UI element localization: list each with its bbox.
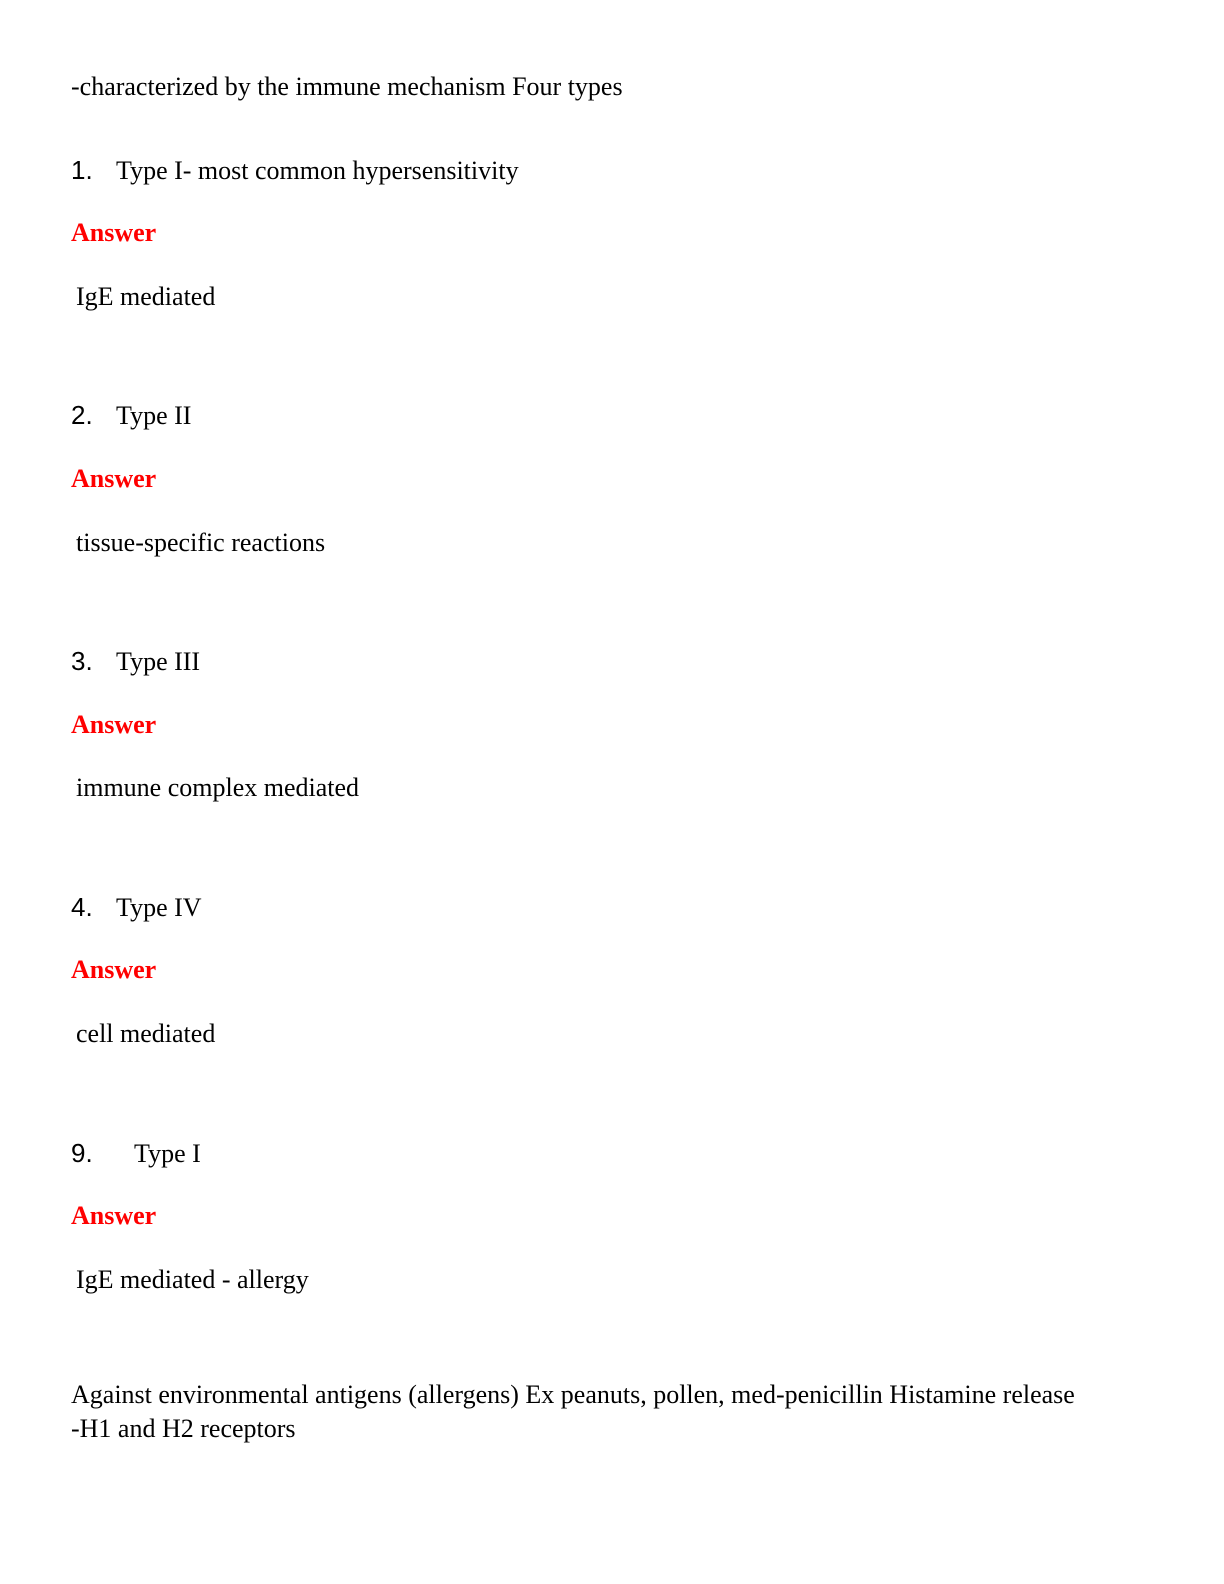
- answer-text: immune complex mediated: [76, 773, 360, 802]
- note-paragraph: [71, 1378, 1151, 1446]
- note-line-1: Against environmental antigens (allergens) Ex peanuts, pollen, med-penicillin Histamine release: [71, 1380, 1075, 1409]
- answer-label: Answer: [71, 710, 157, 739]
- question-number: 4.: [71, 892, 93, 922]
- question-number: 2.: [71, 400, 93, 430]
- question-text: Type I: [134, 1139, 201, 1168]
- question-text: Type I- most common hypersensitivity: [116, 156, 519, 185]
- question-number: 1.: [71, 155, 93, 185]
- question-text: Type IV: [116, 893, 202, 922]
- answer-text: cell mediated: [76, 1019, 216, 1048]
- answer-text: tissue-specific reactions: [76, 528, 326, 557]
- question-4: [71, 892, 202, 923]
- answer-text: IgE mediated - allergy: [76, 1265, 309, 1294]
- answer-label: Answer: [71, 955, 157, 984]
- intro-text: -characterized by the immune mechanism Four types: [71, 72, 623, 101]
- answer-label: Answer: [71, 218, 157, 247]
- question-9: [71, 1138, 201, 1169]
- question-text: Type II: [116, 401, 192, 430]
- question-number: 3.: [71, 646, 93, 676]
- question-2: [71, 400, 191, 431]
- question-3: [71, 646, 200, 677]
- answer-label: Answer: [71, 464, 157, 493]
- question-text: Type III: [116, 647, 201, 676]
- answer-text: IgE mediated: [76, 282, 216, 311]
- answer-label: Answer: [71, 1201, 157, 1230]
- question-number: 9.: [71, 1138, 93, 1168]
- question-1: [71, 155, 519, 186]
- note-line-2: -H1 and H2 receptors: [71, 1414, 296, 1443]
